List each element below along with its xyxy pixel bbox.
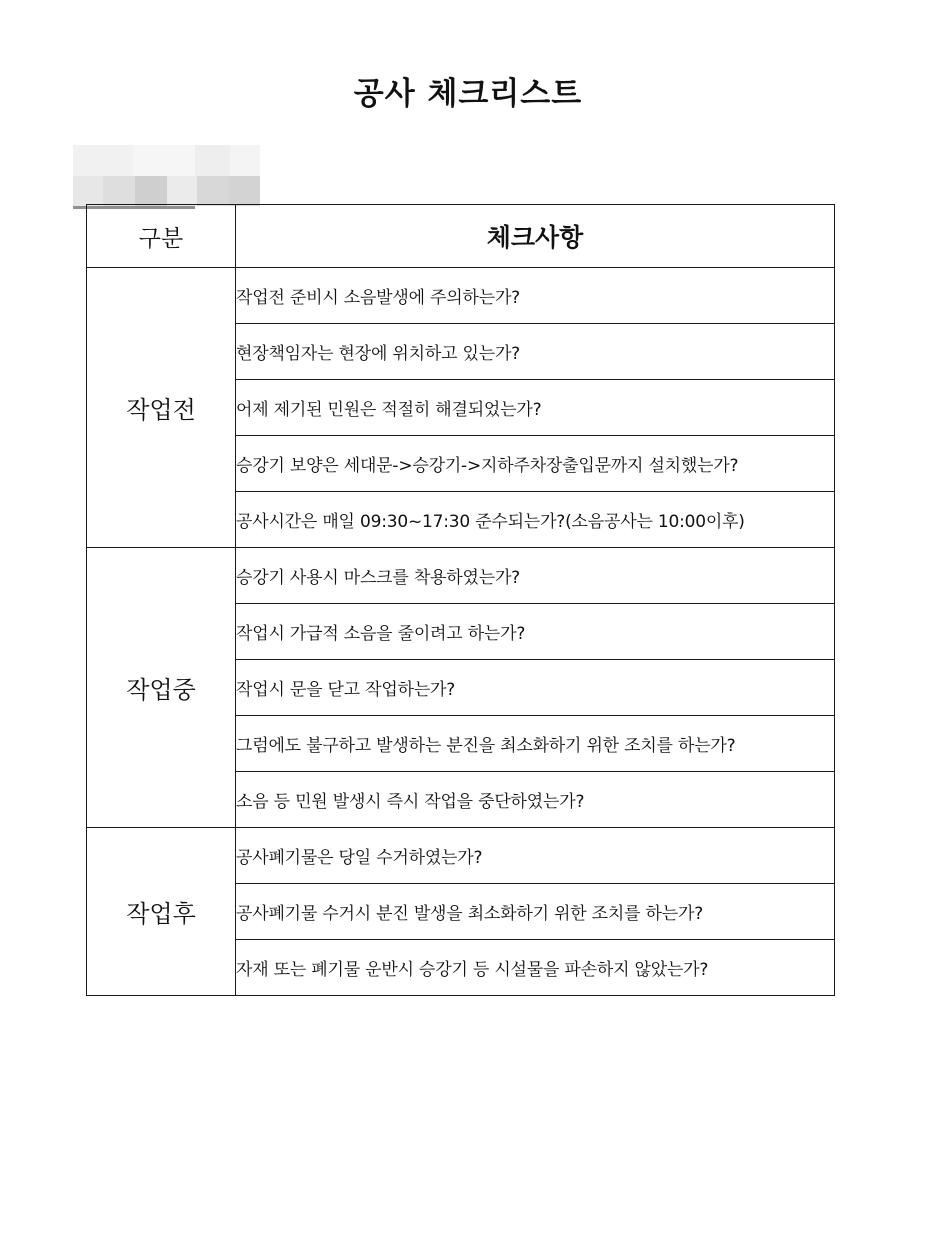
check-item: 현장책임자는 현장에 위치하고 있는가? (236, 324, 835, 380)
table-row (87, 828, 835, 884)
category-during-work: 작업중 (87, 548, 236, 828)
check-item: 소음 등 민원 발생시 즉시 작업을 중단하였는가? (236, 772, 835, 828)
header-row (87, 205, 835, 268)
table-row (87, 548, 835, 604)
header-category: 구분 (87, 205, 236, 268)
check-item: 공사폐기물 수거시 분진 발생을 최소화하기 위한 조치를 하는가? (236, 884, 835, 940)
table-row (87, 268, 835, 324)
document-title: 공사 체크리스트 (353, 76, 583, 112)
check-item: 자재 또는 폐기물 운반시 승강기 등 시설물을 파손하지 않았는가? (236, 940, 835, 996)
redacted-area (73, 145, 260, 209)
check-item: 그럼에도 불구하고 발생하는 분진을 최소화하기 위한 조치를 하는가? (236, 716, 835, 772)
category-before-work: 작업전 (87, 268, 236, 548)
check-item: 승강기 사용시 마스크를 착용하였는가? (236, 548, 835, 604)
check-item: 어제 제기된 민원은 적절히 해결되었는가? (236, 380, 835, 436)
checklist-table (86, 204, 835, 996)
check-item: 작업전 준비시 소음발생에 주의하는가? (236, 268, 835, 324)
header-checkitem: 체크사항 (236, 205, 835, 268)
check-item: 공사시간은 매일 09:30~17:30 준수되는가?(소음공사는 10:00이후) (236, 492, 835, 548)
check-item: 작업시 문을 닫고 작업하는가? (236, 660, 835, 716)
check-item: 공사폐기물은 당일 수거하였는가? (236, 828, 835, 884)
check-item: 작업시 가급적 소음을 줄이려고 하는가? (236, 604, 835, 660)
category-after-work: 작업후 (87, 828, 236, 996)
check-item: 승강기 보양은 세대문->승강기->지하주차장출입문까지 설치했는가? (236, 436, 835, 492)
